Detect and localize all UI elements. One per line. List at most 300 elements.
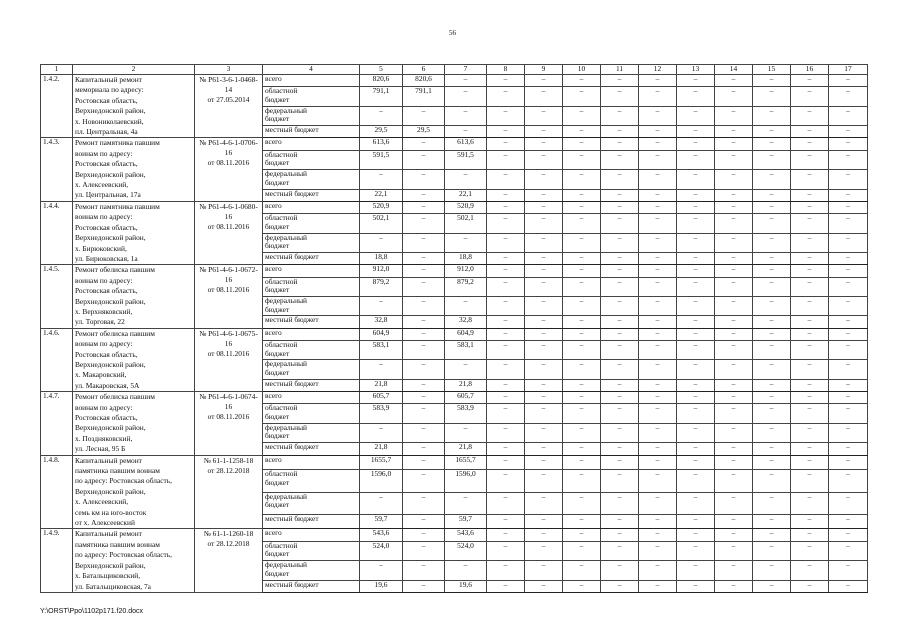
amount-c15: –: [753, 443, 791, 455]
funding-source-line: всего: [265, 137, 282, 147]
description-line: Ремонт обелиска павшим: [75, 328, 155, 338]
amount-c8: –: [487, 469, 525, 492]
amount-c12: –: [639, 529, 677, 541]
amount-c9: –: [525, 189, 563, 201]
amount-c5: 59,7: [360, 515, 403, 529]
document-line: 16: [224, 275, 233, 285]
description-line: Ростовская область,: [75, 95, 138, 105]
amount-c14: –: [715, 126, 753, 138]
document-line: № Р61-4-6-1-0672-: [199, 265, 258, 275]
amount-c9: –: [525, 469, 563, 492]
document-line: 16: [224, 148, 233, 158]
amount-c8: –: [487, 515, 525, 529]
description-line: ул. Торговая, 22: [75, 317, 125, 327]
amount-c11: –: [601, 443, 639, 455]
amount-c5: 22,1: [360, 189, 403, 201]
amount-c16: –: [791, 561, 829, 580]
amount-c8: –: [487, 297, 525, 316]
amount-c17: –: [829, 126, 868, 138]
amount-c5: 19,6: [360, 580, 403, 592]
amount-c17: –: [829, 297, 868, 316]
amount-c17: –: [829, 423, 868, 442]
description-line: Верхнедонской район,: [75, 296, 146, 306]
amount-c12: –: [639, 233, 677, 252]
amount-c13: –: [677, 253, 715, 265]
entry-description: [73, 75, 195, 138]
amount-c11: –: [601, 297, 639, 316]
description-line: памятника павшим воинам: [75, 466, 160, 476]
amount-c9: –: [525, 297, 563, 316]
amount-c11: –: [601, 316, 639, 328]
amount-c17: –: [829, 443, 868, 455]
amount-c11: –: [601, 138, 639, 150]
amount-c16: –: [791, 75, 829, 87]
description-line: Ростовская область,: [75, 159, 138, 169]
funding-source-line: федеральный: [265, 560, 307, 570]
amount-c12: –: [639, 265, 677, 277]
description-line: Ростовская область,: [75, 222, 138, 232]
amount-c16: –: [791, 328, 829, 340]
amount-c15: –: [753, 297, 791, 316]
amount-c12: –: [639, 126, 677, 138]
amount-c6: –: [403, 404, 445, 423]
column-number-12: 12: [639, 65, 677, 75]
document-line: № Р61-4-6-1-0680-: [199, 201, 258, 211]
amount-c7: –: [445, 106, 487, 125]
funding-source-line: бюджет: [265, 500, 290, 510]
funding-source-line: всего: [265, 528, 282, 538]
amount-c15: –: [753, 455, 791, 469]
funding-source-line: всего: [265, 264, 282, 274]
funding-source-line: бюджет: [265, 549, 290, 559]
amount-c12: –: [639, 561, 677, 580]
amount-c14: –: [715, 201, 753, 213]
amount-c10: –: [563, 126, 601, 138]
amount-c8: –: [487, 150, 525, 169]
amount-c5: –: [360, 106, 403, 125]
amount-c12: –: [639, 87, 677, 106]
amount-c10: –: [563, 265, 601, 277]
amount-c15: –: [753, 328, 791, 340]
amount-c12: –: [639, 443, 677, 455]
amount-c7: –: [445, 423, 487, 442]
description-line: Капитальный ремонт: [75, 529, 142, 539]
funding-source-line: областной: [265, 340, 298, 350]
table-row: [41, 392, 868, 404]
amount-c6: –: [403, 492, 445, 515]
funding-source-line: бюджет: [265, 221, 290, 231]
funding-source: [263, 138, 360, 150]
description-line: Верхнедонской район,: [75, 423, 146, 433]
amount-c14: –: [715, 404, 753, 423]
amount-c9: –: [525, 265, 563, 277]
amount-c12: –: [639, 138, 677, 150]
amount-c13: –: [677, 316, 715, 328]
table-row: [41, 201, 868, 213]
amount-c13: –: [677, 443, 715, 455]
column-number-15: 15: [753, 65, 791, 75]
amount-c10: –: [563, 277, 601, 296]
amount-c8: –: [487, 492, 525, 515]
amount-c16: –: [791, 277, 829, 296]
amount-c6: –: [403, 150, 445, 169]
amount-c8: –: [487, 189, 525, 201]
amount-c6: –: [403, 561, 445, 580]
amount-c16: –: [791, 201, 829, 213]
amount-c15: –: [753, 170, 791, 189]
amount-c11: –: [601, 379, 639, 391]
entry-number: 1.4.5.: [41, 265, 73, 328]
document-line: № Р61-4-6-1-0675-: [199, 328, 258, 338]
amount-c7: 912,0: [445, 265, 487, 277]
table-row: [41, 529, 868, 541]
amount-c16: –: [791, 297, 829, 316]
amount-c8: –: [487, 126, 525, 138]
amount-c16: –: [791, 214, 829, 233]
amount-c12: –: [639, 189, 677, 201]
amount-c12: –: [639, 515, 677, 529]
funding-source-line: бюджет: [265, 304, 290, 314]
description-line: воинам по адресу:: [75, 212, 133, 222]
description-line: Ремонт обелиска павшим: [75, 392, 155, 402]
amount-c17: –: [829, 541, 868, 560]
amount-c16: –: [791, 316, 829, 328]
amount-c9: –: [525, 392, 563, 404]
amount-c17: –: [829, 580, 868, 592]
entry-number: 1.4.3.: [41, 138, 73, 201]
amount-c13: –: [677, 580, 715, 592]
document-line: от 27.05.2014: [207, 95, 250, 104]
entry-description: [73, 138, 195, 201]
description-line: от х. Алексеевский: [75, 518, 135, 528]
amount-c11: –: [601, 529, 639, 541]
amount-c14: –: [715, 138, 753, 150]
amount-c16: –: [791, 404, 829, 423]
funding-source: [263, 170, 360, 189]
document-line: 16: [224, 338, 233, 348]
amount-c9: –: [525, 170, 563, 189]
amount-c9: –: [525, 201, 563, 213]
funding-source-line: федеральный: [265, 296, 307, 306]
amount-c16: –: [791, 106, 829, 125]
amount-c12: –: [639, 277, 677, 296]
amount-c14: –: [715, 150, 753, 169]
amount-c6: –: [403, 360, 445, 379]
amount-c8: –: [487, 253, 525, 265]
description-line: Ремонт памятника павшим: [75, 138, 160, 148]
amount-c6: –: [403, 170, 445, 189]
amount-c9: –: [525, 529, 563, 541]
funding-source-line: местный бюджет: [265, 580, 319, 589]
amount-c8: –: [487, 265, 525, 277]
description-line: х. Новониколаевский,: [75, 116, 144, 126]
amount-c5: 32,8: [360, 316, 403, 328]
funding-source-line: бюджет: [265, 412, 290, 422]
amount-c11: –: [601, 170, 639, 189]
funding-source-line: местный бюджет: [265, 125, 319, 135]
amount-c8: –: [487, 75, 525, 87]
page-number: 56: [449, 29, 456, 37]
amount-c11: –: [601, 423, 639, 442]
amount-c8: –: [487, 561, 525, 580]
column-number-13: 13: [677, 65, 715, 75]
amount-c9: –: [525, 214, 563, 233]
amount-c9: –: [525, 253, 563, 265]
amount-c16: –: [791, 189, 829, 201]
amount-c16: –: [791, 379, 829, 391]
amount-c17: –: [829, 561, 868, 580]
amount-c14: –: [715, 469, 753, 492]
amount-c15: –: [753, 253, 791, 265]
amount-c16: –: [791, 469, 829, 492]
funding-source: [263, 126, 360, 138]
amount-c15: –: [753, 150, 791, 169]
amount-c11: –: [601, 392, 639, 404]
amount-c9: –: [525, 341, 563, 360]
amount-c15: –: [753, 392, 791, 404]
amount-c14: –: [715, 75, 753, 87]
amount-c8: –: [487, 87, 525, 106]
description-line: ул. Бирюковская, 1а: [75, 253, 138, 263]
amount-c16: –: [791, 443, 829, 455]
amount-c10: –: [563, 316, 601, 328]
description-line: Верхнедонской район,: [75, 233, 146, 243]
document-line: от 08.11.2016: [207, 158, 250, 168]
amount-c10: –: [563, 561, 601, 580]
amount-c11: –: [601, 580, 639, 592]
entry-description: [73, 529, 195, 592]
funding-source: [263, 492, 360, 515]
financing-table: [40, 64, 868, 593]
funding-source-line: местный бюджет: [265, 514, 319, 524]
amount-c5: 613,6: [360, 138, 403, 150]
amount-c9: –: [525, 492, 563, 515]
amount-c6: –: [403, 233, 445, 252]
amount-c16: –: [791, 392, 829, 404]
amount-c14: –: [715, 360, 753, 379]
document-line: № 61-1-1258-18: [203, 455, 254, 465]
amount-c7: 21,8: [445, 379, 487, 391]
amount-c5: –: [360, 423, 403, 442]
amount-c7: 18,8: [445, 253, 487, 265]
amount-c11: –: [601, 150, 639, 169]
column-number-8: 8: [487, 65, 525, 75]
amount-c15: –: [753, 469, 791, 492]
amount-c6: –: [403, 265, 445, 277]
amount-c16: –: [791, 170, 829, 189]
entry-description: [73, 328, 195, 391]
description-line: Верхнедонской район,: [75, 169, 146, 179]
amount-c6: –: [403, 443, 445, 455]
column-number-10: 10: [563, 65, 601, 75]
funding-source-line: федеральный: [265, 492, 307, 501]
amount-c10: –: [563, 341, 601, 360]
amount-c14: –: [715, 316, 753, 328]
funding-source: [263, 87, 360, 106]
amount-c11: –: [601, 469, 639, 492]
amount-c16: –: [791, 265, 829, 277]
description-line: х. Батальщиковский,: [75, 571, 141, 581]
description-line: пл. Центральная, 4а: [75, 127, 138, 137]
amount-c8: –: [487, 138, 525, 150]
funding-source: [263, 233, 360, 252]
amount-c16: –: [791, 492, 829, 515]
amount-c14: –: [715, 341, 753, 360]
amount-c5: 820,6: [360, 75, 403, 87]
amount-c11: –: [601, 265, 639, 277]
funding-source: [263, 360, 360, 379]
funding-source: [263, 392, 360, 404]
amount-c11: –: [601, 360, 639, 379]
column-number-4: 4: [263, 65, 360, 75]
amount-c8: –: [487, 529, 525, 541]
amount-c6: 820,6: [403, 75, 445, 87]
amount-c7: 59,7: [445, 515, 487, 529]
amount-c14: –: [715, 277, 753, 296]
amount-c7: 524,0: [445, 541, 487, 560]
document-reference: [195, 392, 263, 455]
amount-c6: –: [403, 328, 445, 340]
amount-c14: –: [715, 189, 753, 201]
amount-c13: –: [677, 392, 715, 404]
amount-c15: –: [753, 126, 791, 138]
amount-c10: –: [563, 379, 601, 391]
amount-c16: –: [791, 580, 829, 592]
funding-source-line: областной: [265, 403, 298, 413]
amount-c15: –: [753, 423, 791, 442]
amount-c12: –: [639, 316, 677, 328]
amount-c6: –: [403, 580, 445, 592]
amount-c6: 791,1: [403, 87, 445, 106]
amount-c14: –: [715, 265, 753, 277]
amount-c15: –: [753, 277, 791, 296]
description-line: Ремонт обелиска павшим: [75, 265, 155, 275]
amount-c10: –: [563, 580, 601, 592]
amount-c12: –: [639, 404, 677, 423]
amount-c6: –: [403, 515, 445, 529]
amount-c17: –: [829, 379, 868, 391]
description-line: мемориала по адресу:: [75, 85, 144, 95]
amount-c5: –: [360, 561, 403, 580]
amount-c8: –: [487, 316, 525, 328]
amount-c16: –: [791, 87, 829, 106]
amount-c13: –: [677, 561, 715, 580]
document-line: 16: [224, 402, 233, 412]
description-line: Верхнедонской район,: [75, 359, 146, 369]
description-line: воинам по адресу:: [75, 339, 133, 349]
amount-c11: –: [601, 189, 639, 201]
amount-c6: –: [403, 455, 445, 469]
amount-c10: –: [563, 233, 601, 252]
column-number-16: 16: [791, 65, 829, 75]
amount-c7: 604,9: [445, 328, 487, 340]
column-number-1: 1: [41, 65, 73, 75]
funding-source-line: бюджет: [265, 348, 290, 358]
amount-c11: –: [601, 253, 639, 265]
amount-c13: –: [677, 492, 715, 515]
amount-c9: –: [525, 87, 563, 106]
funding-source: [263, 316, 360, 328]
amount-c12: –: [639, 150, 677, 169]
amount-c8: –: [487, 423, 525, 442]
amount-c15: –: [753, 492, 791, 515]
amount-c8: –: [487, 328, 525, 340]
funding-source-line: областной: [265, 86, 298, 96]
amount-c12: –: [639, 328, 677, 340]
amount-c14: –: [715, 443, 753, 455]
funding-source-line: всего: [265, 328, 282, 337]
funding-source-line: областной: [265, 213, 298, 223]
amount-c10: –: [563, 392, 601, 404]
description-line: Ростовская область,: [75, 349, 138, 359]
table-row: [41, 75, 868, 87]
amount-c6: –: [403, 341, 445, 360]
funding-source: [263, 580, 360, 592]
amount-c17: –: [829, 529, 868, 541]
funding-source-line: федеральный: [265, 106, 307, 115]
amount-c5: –: [360, 360, 403, 379]
funding-source-line: всего: [265, 391, 282, 401]
description-line: Капитальный ремонт: [75, 455, 142, 465]
amount-c8: –: [487, 233, 525, 252]
amount-c7: –: [445, 360, 487, 379]
amount-c17: –: [829, 189, 868, 201]
amount-c5: 912,0: [360, 265, 403, 277]
funding-source-line: областной: [265, 469, 298, 478]
amount-c5: 583,1: [360, 341, 403, 360]
amount-c11: –: [601, 201, 639, 213]
amount-c14: –: [715, 455, 753, 469]
description-line: х. Поздняковский,: [75, 433, 133, 443]
column-number-5: 5: [360, 65, 403, 75]
amount-c6: –: [403, 541, 445, 560]
amount-c7: 591,5: [445, 150, 487, 169]
amount-c5: 520,9: [360, 201, 403, 213]
amount-c7: –: [445, 492, 487, 515]
document-line: от 08.11.2016: [207, 412, 250, 422]
entry-number: 1.4.8.: [41, 455, 73, 529]
amount-c11: –: [601, 341, 639, 360]
amount-c7: 613,6: [445, 138, 487, 150]
amount-c10: –: [563, 297, 601, 316]
entry-number: 1.4.7.: [41, 392, 73, 455]
amount-c13: –: [677, 214, 715, 233]
table-row: [41, 328, 868, 340]
funding-source: [263, 253, 360, 265]
amount-c9: –: [525, 515, 563, 529]
amount-c9: –: [525, 138, 563, 150]
amount-c5: 502,1: [360, 214, 403, 233]
document-line: № Р61-4-6-1-0674-: [199, 392, 258, 402]
amount-c7: –: [445, 87, 487, 106]
description-line: Верхнедонской район,: [75, 560, 146, 570]
amount-c16: –: [791, 529, 829, 541]
amount-c8: –: [487, 106, 525, 125]
amount-c13: –: [677, 515, 715, 529]
amount-c5: 524,0: [360, 541, 403, 560]
amount-c7: 32,8: [445, 316, 487, 328]
amount-c6: –: [403, 253, 445, 265]
amount-c15: –: [753, 515, 791, 529]
funding-source-line: местный бюджет: [265, 379, 319, 388]
amount-c15: –: [753, 561, 791, 580]
amount-c7: 22,1: [445, 189, 487, 201]
amount-c10: –: [563, 492, 601, 515]
amount-c12: –: [639, 580, 677, 592]
amount-c16: –: [791, 515, 829, 529]
funding-source-line: областной: [265, 150, 298, 159]
amount-c15: –: [753, 201, 791, 213]
